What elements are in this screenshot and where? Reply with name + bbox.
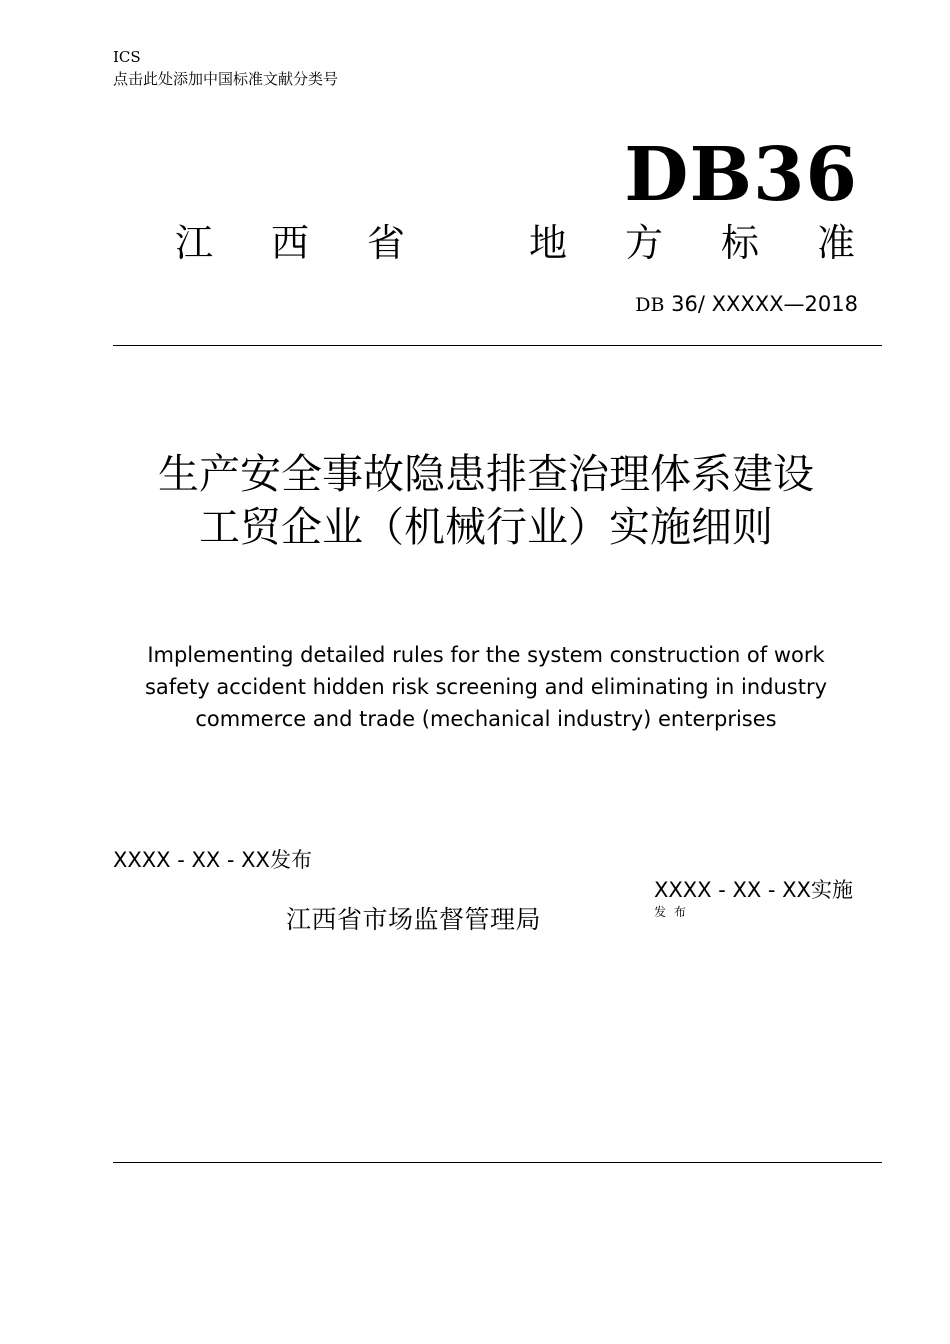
- english-title-line-3: commerce and trade (mechanical industry) enterprises: [195, 707, 777, 731]
- ics-label: ICS: [113, 48, 141, 66]
- standard-code-number: 36/ XXXXX—2018: [664, 292, 858, 316]
- english-title: [100, 639, 872, 735]
- top-divider: [113, 345, 882, 346]
- standard-code-prefix: DB: [635, 294, 665, 316]
- implementation-subnote: 发 布: [654, 905, 688, 919]
- issuing-authority: 江西省市场监督管理局: [286, 905, 542, 934]
- standard-code: [635, 290, 858, 319]
- english-title-line-2: safety accident hidden risk screening and eliminating in industry: [144, 675, 828, 699]
- title-char: 地: [529, 221, 568, 265]
- title-char: 标: [721, 221, 760, 265]
- implementation-date: XXXX - XX - XX实施: [654, 878, 853, 902]
- title-char: 省: [367, 221, 406, 265]
- bottom-divider: [113, 1162, 882, 1163]
- classification-placeholder[interactable]: 点击此处添加中国标准文献分类号: [113, 70, 339, 88]
- title-char: 江: [175, 221, 214, 265]
- title-char: 方: [625, 221, 664, 265]
- chinese-title-line-2: 工贸企业（机械行业）实施细则: [199, 503, 773, 551]
- title-char: 准: [817, 221, 856, 265]
- english-title-line-1: Implementing detailed rules for the system construction of work: [147, 643, 825, 667]
- standard-mark: DB36: [624, 132, 858, 218]
- title-char: 西: [271, 221, 310, 265]
- standard-type-title: [175, 220, 865, 266]
- chinese-title: [100, 448, 872, 554]
- chinese-title-line-1: 生产安全事故隐患排查治理体系建设: [158, 450, 814, 498]
- issue-date: XXXX - XX - XX发布: [113, 848, 312, 872]
